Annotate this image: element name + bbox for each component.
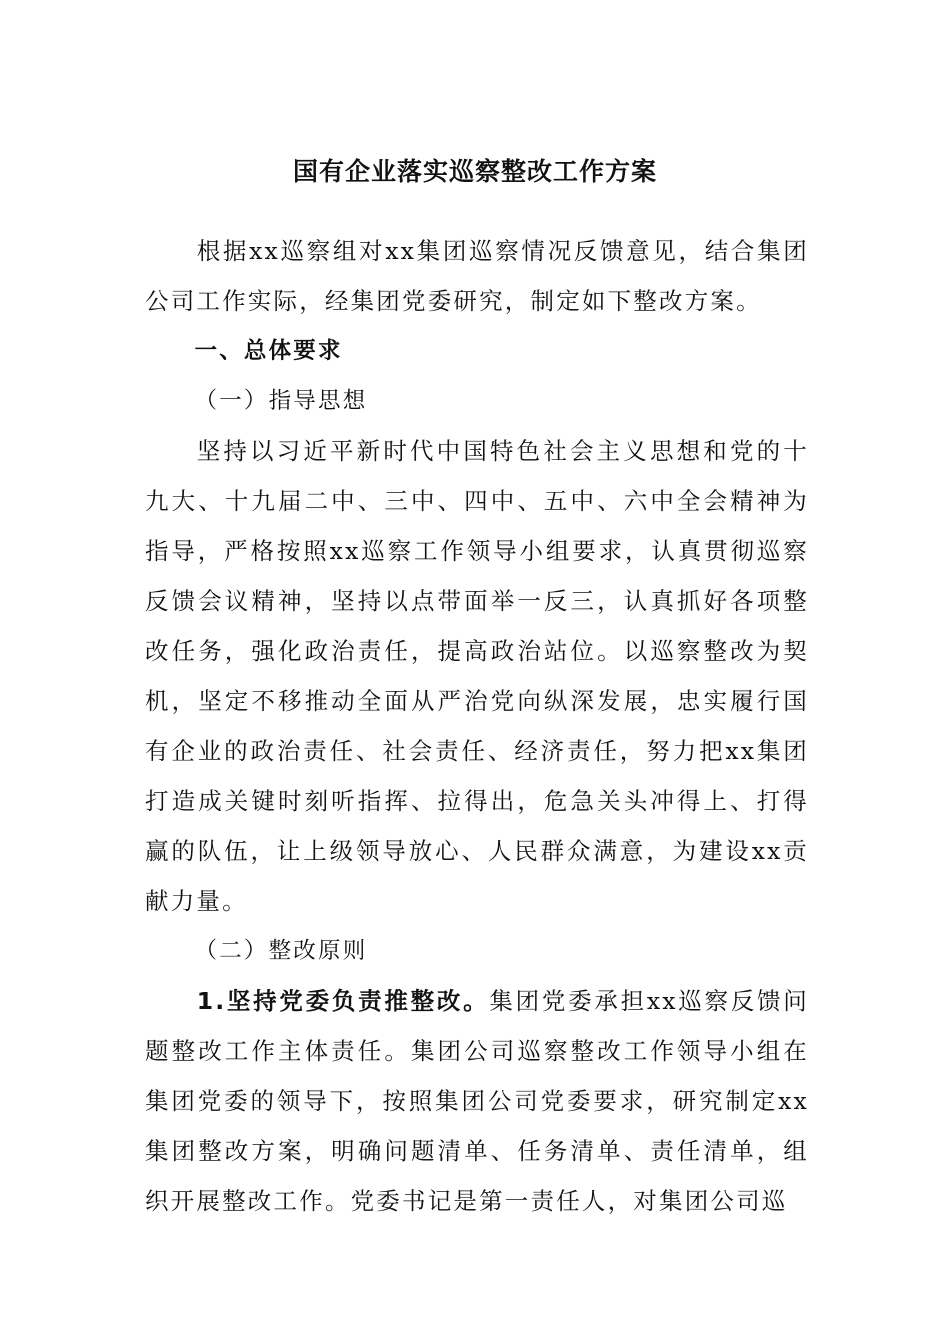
guiding-ideology-paragraph: 坚持以习近平新时代中国特色社会主义思想和党的十九大、十九届二中、三中、四中、五中、六中全会精神为指导，严格按照xx巡察工作领导小组要求，认真贯彻巡察反馈会议精神，坚持以点带面举一反三，认真抓好各项整改任务，强化政治责任，提高政治站位。以巡察整改为契机，坚定不移推动全面从严治党向纵深发展，忠实履行国有企业的政治责任、社会责任、经济责任，努力把xx集团打造成关键时刻听指挥、拉得出，危急关头冲得上、打得赢的队伍，让上级领导放心、人民群众满意，为建设xx贡献力量。: [145, 437, 809, 915]
intro-paragraph: 根据xx巡察组对xx集团巡察情况反馈意见，结合集团公司工作实际，经集团党委研究，制定如下整改方案。: [145, 237, 809, 315]
subsection-heading-guiding-ideology: （一）指导思想: [194, 388, 368, 414]
principle-item-1-lead: 1.坚持党委负责推整改。: [196, 987, 490, 1015]
principle-item-1-text: 集团党委承担xx巡察反馈问题整改工作主体责任。集团公司巡察整改工作领导小组在集团党委的领导下，按照集团公司党委要求，研究制定xx集团整改方案，明确问题清单、任务清单、责任清单，组织开展整改工作。党委书记是第一责任人，对集团公司巡: [145, 987, 809, 1215]
subsection-heading-rectification-principles: （二）整改原则: [194, 938, 368, 964]
section-heading-general-requirements: 一、总体要求: [194, 338, 343, 364]
document-body: [145, 226, 809, 1226]
document-title: 国有企业落实巡察整改工作方案: [292, 157, 657, 186]
principle-item-1: [145, 976, 809, 1226]
